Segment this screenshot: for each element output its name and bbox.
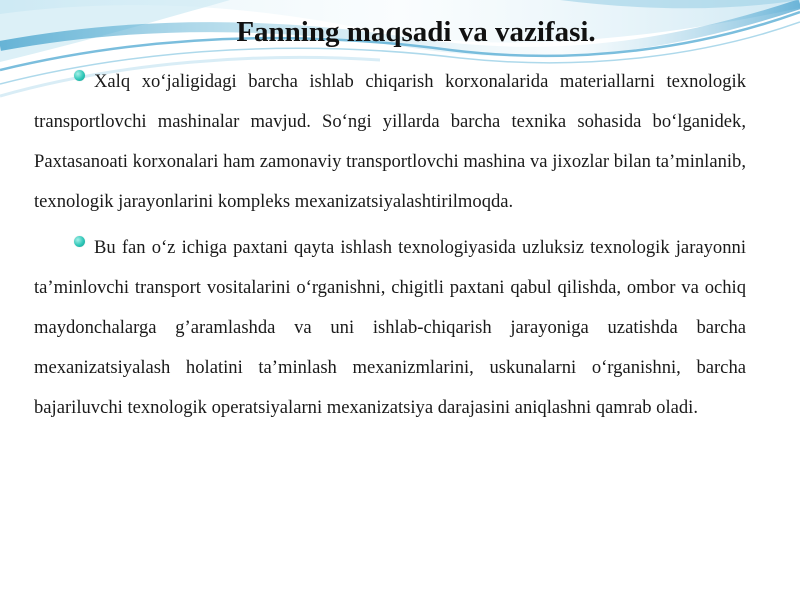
- teal-dot-bullet-icon: [74, 236, 85, 247]
- paragraph-1-text: Xalq xo‘jaligidagi barcha ishlab chiqarish korxonalarida materiallarni texnologik transportlovchi mashinalar mavjud. So‘ngi yillarda barcha texnika sohasida bo‘lganidek, Paxtasanoati korxonalari ham zamonaviy transportlovchi mashina va jixozlar bilan ta’minlanib, texnologik jarayonlarini kompleks mexanizatsiyalashtirilmoqda.: [34, 71, 746, 212]
- paragraph-2: [34, 228, 746, 428]
- paragraph-1: [34, 62, 746, 222]
- slide-body: [34, 62, 746, 434]
- teal-dot-bullet-icon: [74, 70, 85, 81]
- page-title: Fanning maqsadi va vazifasi.: [236, 16, 596, 48]
- paragraph-2-text: Bu fan o‘z ichiga paxtani qayta ishlash texnologiyasida uzluksiz texnologik jarayonni ta’minlovchi transport vositalarini o‘rganishni, chigitli paxtani qabul qilishda, ombor va ochiq maydonchalarga g’aramlashda va uni ishlab-chiqarish jarayoniga uzatishda barcha mexanizatsiyalash holatini ta’minlash mexanizmlarini, uskunalarni o‘rganishni, barcha bajariluvchi texnologik operatsiyalarni mexanizatsiya darajasini aniqlashni qamrab oladi.: [34, 237, 746, 418]
